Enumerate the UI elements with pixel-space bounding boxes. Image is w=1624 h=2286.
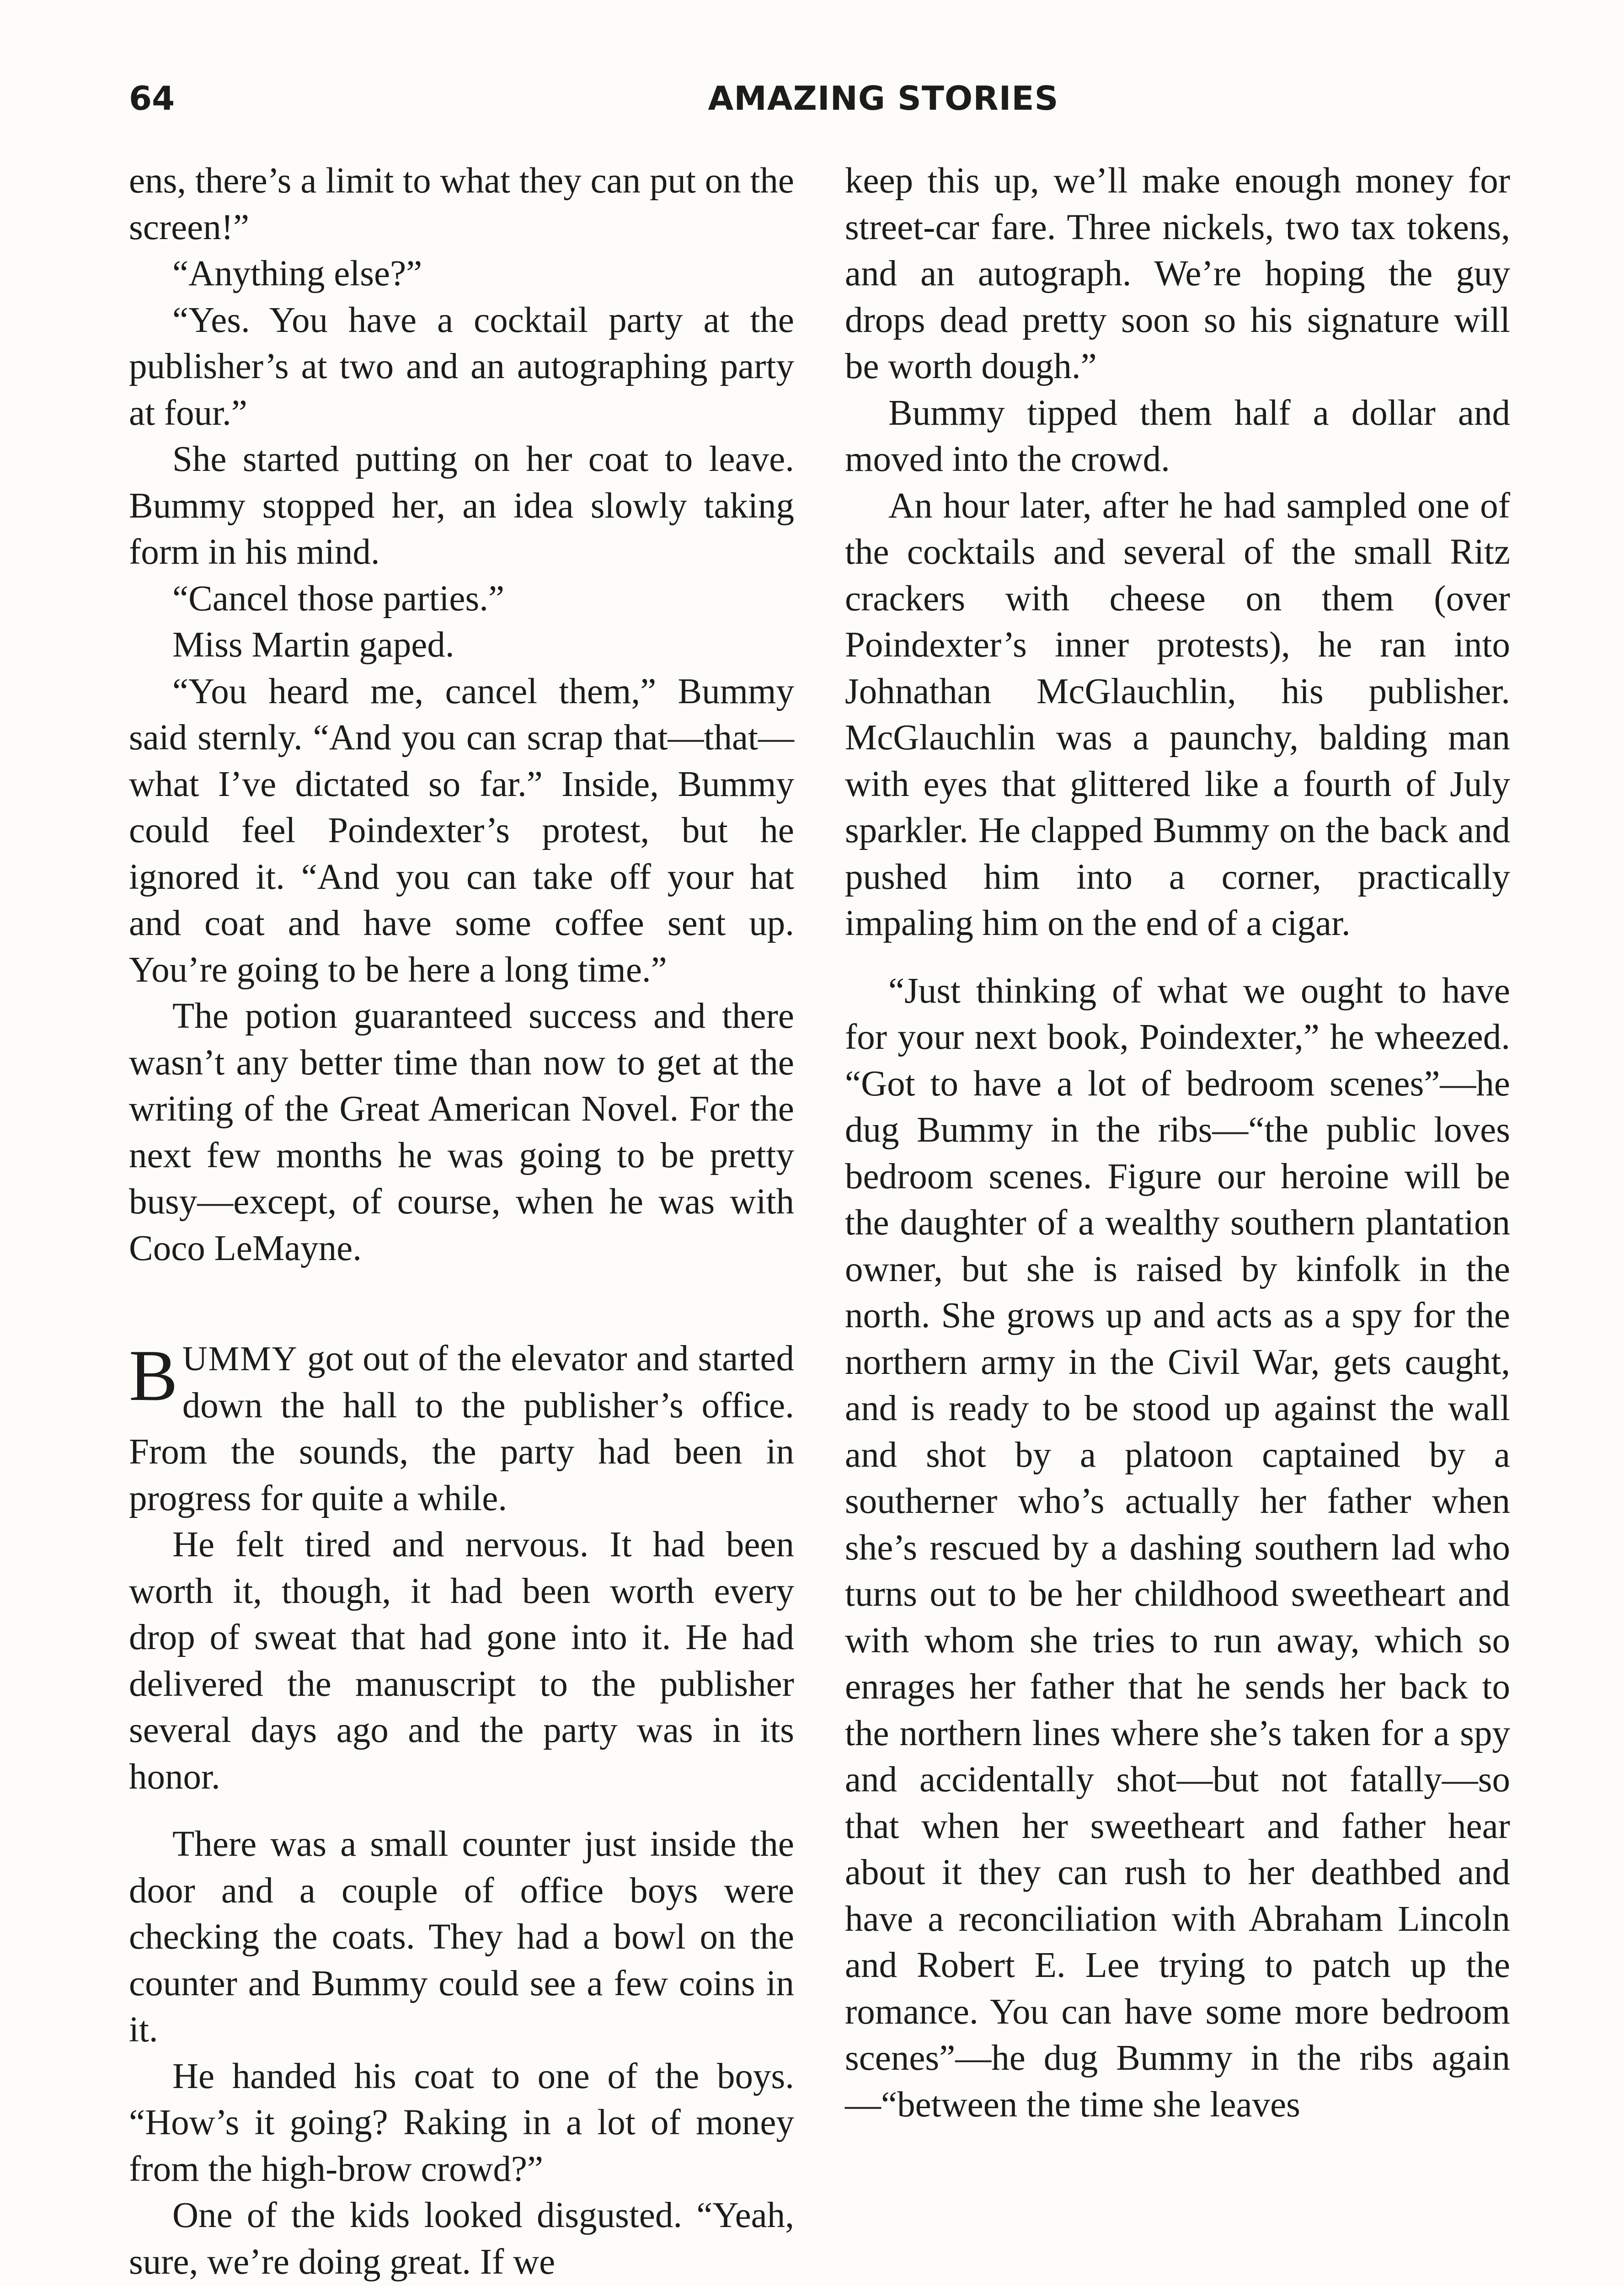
- left-column: [129, 158, 794, 2285]
- paragraph: “You heard me, cancel them,” Bummy said sternly. “And you can scrap that—that—what I’ve dictated so far.” Inside, Bummy could feel Poindexter’s protest, but he ignored it. “And you can take off your hat and coat and have some coffee sent up. You’re going to be here a long time.”: [129, 671, 794, 990]
- small-caps-lead: UMMY: [182, 1340, 298, 1378]
- paragraph: He felt tired and nervous. It had been worth it, though, it had been worth every drop of sweat that had gone into it. He had delivered the manuscript to the publisher several days ago and the party was in its honor.: [129, 1525, 794, 1797]
- paragraph: One of the kids looked disgusted. “Yeah, sure, we’re doing great. If we: [129, 2195, 794, 2282]
- paragraph: An hour later, after he had sampled one of the cocktails and several of the small Ritz crackers with cheese on them (over Poindexter’s inner protests), he ran into Johnathan McGlauchlin, his publisher. McGlauchlin was a paunchy, balding man with eyes that glittered like a fourth of July sparkler. He clapped Bummy on the back and pushed him into a corner, practically impaling him on the end of a cigar.: [845, 486, 1510, 943]
- page-header: [129, 73, 1059, 123]
- right-column: [845, 158, 1510, 2128]
- paragraph: “Cancel those parties.”: [172, 578, 505, 619]
- section-opening-text: got out of the elevator and started down the hall to the publisher’s office. From the sounds, the party had been in progress for quite a while.: [129, 1339, 794, 1518]
- paragraph: He handed his coat to one of the boys. “How’s it going? Raking in a lot of money from the high-brow crowd?”: [129, 2056, 794, 2189]
- paragraph: “Anything else?”: [172, 254, 422, 294]
- paragraph: She started putting on her coat to leave. Bummy stopped her, an idea slowly taking form in his mind.: [129, 439, 794, 572]
- running-head: AMAZING STORIES: [708, 79, 1059, 118]
- paragraph: The potion guaranteed success and there wasn’t any better time than now to get at the writing of the Great American Novel. For the next few months he was going to be pretty busy—except, of course, when he was with Coco LeMayne.: [129, 996, 794, 1268]
- page-number: 64: [129, 79, 175, 118]
- paragraph: There was a small counter just inside the door and a couple of office boys were checking the coats. They had a bowl on the counter and Bummy could see a few coins in it.: [129, 1824, 794, 2050]
- drop-cap: B: [129, 1335, 178, 1416]
- paragraph: Bummy tipped them half a dollar and moved into the crowd.: [845, 393, 1510, 479]
- paragraph: keep this up, we’ll make enough money for street-car fare. Three nickels, two tax tokens, and an autograph. We’re hoping the guy drops dead pretty soon so his signature will be worth dough.”: [845, 161, 1510, 386]
- paragraph: Miss Martin gaped.: [172, 625, 454, 665]
- paragraph: “Just thinking of what we ought to have for your next book, Poindexter,” he wheezed. “Got to have a lot of bedroom scenes”—he dug Bummy in the ribs—“the public loves bedroom scenes. Figure our heroine will be the daughter of a wealthy southern plantation owner, but she is raised by kinfolk in the north. She grows up and acts as a spy for the northern army in the Civil War, gets caught, and is ready to be stood up against the wall and shot by a platoon captained by a southerner who’s actually her father when she’s rescued by a dashing southern lad who turns out to be her childhood sweetheart and with whom she tries to run away, which so enrages her father that he sends her back to the northern lines where she’s taken for a spy and accidentally shot—but not fatally—so that when her sweetheart and father hear about it they can rush to her deathbed and have a reconciliation with Abraham Lincoln and Robert E. Lee trying to patch up the romance. You can have some more bedroom scenes”—he dug Bummy in the ribs again—“between the time she leaves: [845, 971, 1510, 2125]
- section-opening: [129, 1335, 794, 1522]
- paragraph: “Yes. You have a cocktail party at the publisher’s at two and an autographing party at four.”: [129, 300, 794, 433]
- paragraph: ens, there’s a limit to what they can put on the screen!”: [129, 161, 794, 247]
